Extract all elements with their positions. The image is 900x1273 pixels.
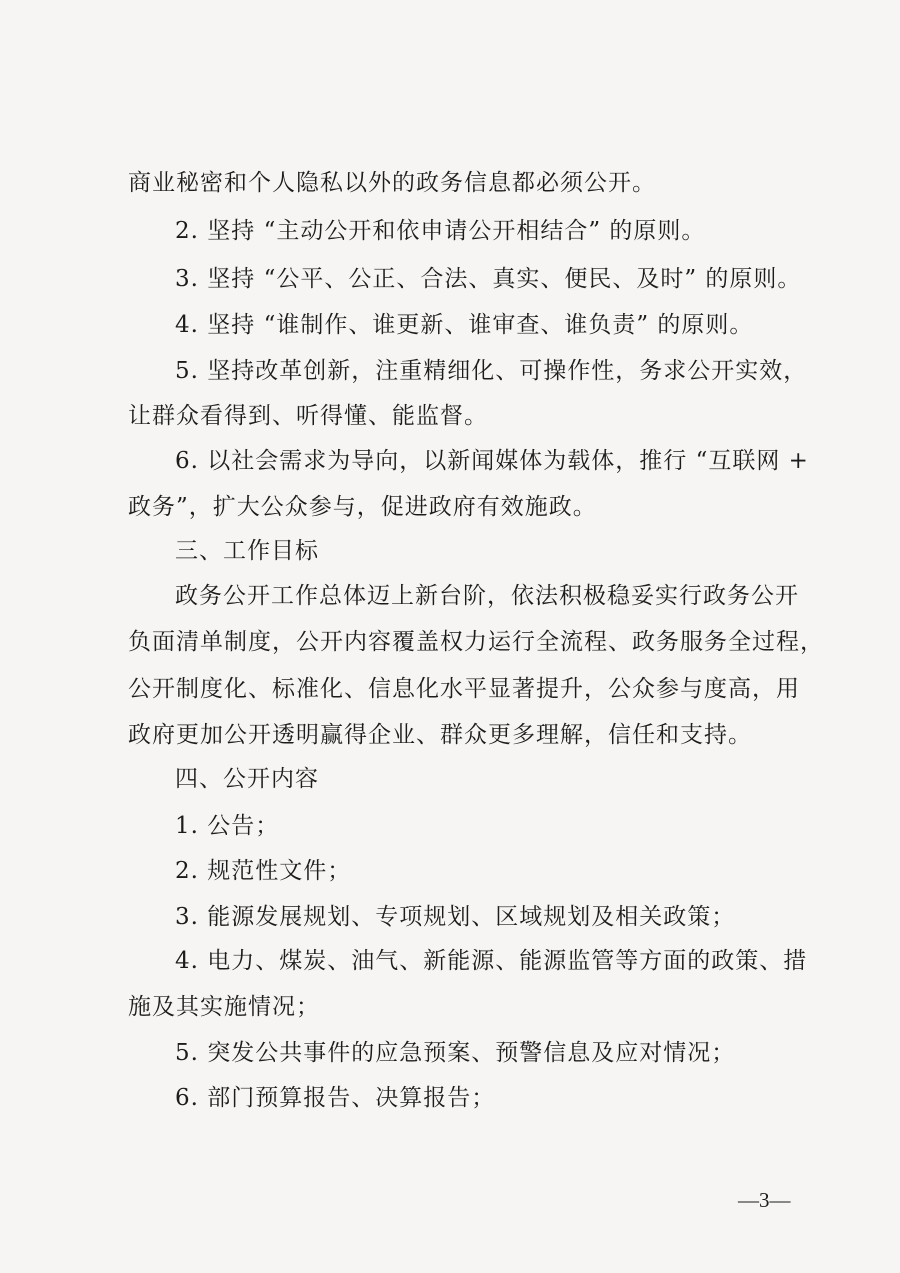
paragraph-line: 让群众看得到、听得懂、能监督。 (128, 403, 488, 429)
paragraph-line: 政务”，扩大公众参与，促进政府有效施政。 (128, 494, 597, 520)
paragraph-line: 6. 以社会需求为导向，以新闻媒体为载体，推行 “互联网 + (175, 448, 809, 474)
paragraph-line: 3. 坚持 “公平、公正、合法、真实、便民、及时” 的原则。 (175, 266, 802, 292)
list-item: 5. 突发公共事件的应急预案、预警信息及应对情况； (175, 1040, 736, 1066)
paragraph-line: 4. 坚持 “谁制作、谁更新、谁审查、谁负责” 的原则。 (175, 312, 754, 338)
page-number: —3— (738, 1188, 791, 1212)
list-item: 4. 电力、煤炭、油气、新能源、能源监管等方面的政策、措 (175, 948, 808, 974)
list-item: 2. 规范性文件； (175, 858, 352, 884)
paragraph-line: 政府更加公开透明赢得企业、群众更多理解，信任和支持。 (128, 722, 752, 748)
paragraph-line: 负面清单制度，公开内容覆盖权力运行全流程、政务服务全过程， (128, 629, 824, 655)
list-item-continuation: 施及其实施情况； (128, 994, 320, 1020)
list-item: 3. 能源发展规划、专项规划、区域规划及相关政策； (175, 904, 736, 930)
paragraph-line: 5. 坚持改革创新，注重精细化、可操作性，务求公开实效， (175, 358, 808, 384)
paragraph-line: 2. 坚持 “主动公开和依申请公开相结合” 的原则。 (175, 218, 706, 244)
paragraph-line: 商业秘密和个人隐私以外的政务信息都必须公开。 (128, 170, 656, 196)
list-item: 1. 公告； (175, 813, 280, 839)
section-heading: 四、公开内容 (175, 766, 319, 792)
paragraph-line: 公开制度化、标准化、信息化水平显著提升，公众参与度高，用 (128, 676, 800, 702)
list-item: 6. 部门预算报告、决算报告； (175, 1085, 496, 1111)
paragraph-line: 政务公开工作总体迈上新台阶，依法积极稳妥实行政务公开 (175, 583, 799, 609)
section-heading: 三、工作目标 (175, 538, 319, 564)
